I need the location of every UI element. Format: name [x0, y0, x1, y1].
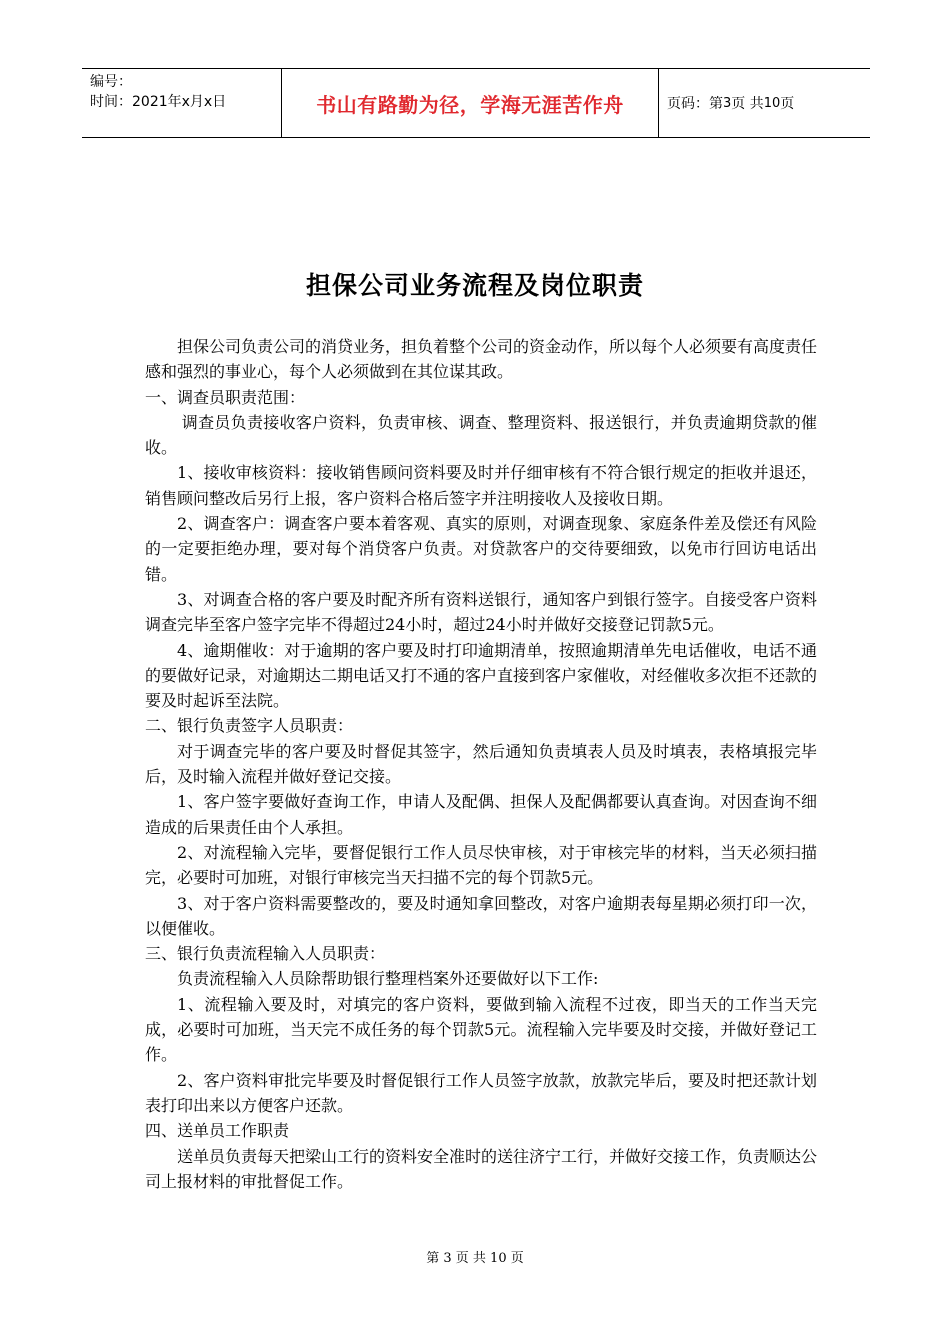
page-footer: 第 3 页 共 10 页 [426, 1251, 524, 1266]
section-heading: 三、银行负责流程输入人员职责： [145, 944, 386, 964]
document-title: 担保公司业务流程及岗位职责 [305, 271, 644, 300]
page-prefix: 页码：第 [667, 96, 723, 112]
paragraph: 2、对流程输入完毕，要督促银行工作人员尽快审核，对于审核完毕的材料，当天必须扫描完，必要时可加班，对银行审核完当天扫描不完的每个罚款5元。 [145, 842, 817, 888]
paragraph: 2、调查客户：调查客户要本着客观、真实的原则，对调查现象、家庭条件差及偿还有风险的一定要拒绝办理，要对每个消贷客户负责。对贷款客户的交待要细致，以免市行回访电话出错。 [145, 514, 817, 584]
header-page-info [659, 69, 870, 137]
page-mid: 页 共 [731, 96, 764, 112]
paragraph: 送单员负责每天把梁山工行的资料安全准时的送往济宁工行，并做好交接工作，负责顺达公司上报材料的审批督促工作。 [145, 1146, 818, 1191]
section-heading: 一、调查员职责范围： [145, 387, 306, 407]
section-heading: 二、银行负责签字人员职责： [145, 716, 354, 736]
page-current: 3 [723, 95, 732, 111]
paragraph: 对于调查完毕的客户要及时督促其签字，然后通知负责填表人员及时填表，表格填报完毕后，及时输入流程并做好登记交接。 [145, 741, 817, 787]
paragraph: 3、对调查合格的客户要及时配齐所有资料送银行，通知客户到银行签字。自接受客户资料调查完毕至客户签字完毕不得超过24小时，超过24小时并做好交接登记罚款5元。 [145, 589, 817, 635]
header-table [82, 68, 870, 138]
document-number-label: 编号： [90, 74, 132, 90]
paragraph: 3、对于客户资料需要整改的，要及时通知拿回整改，对客户逾期表每星期必须打印一次，以便催收。 [145, 893, 817, 938]
intro-paragraph: 担保公司负责公司的消贷业务，担负着整个公司的资金动作，所以每个人必须要有高度责任感和强烈的事业心，每个人必须做到在其位谋其政。 [145, 337, 818, 382]
paragraph: 调查员负责接收客户资料，负责审核、调查、整理资料、报送银行，并负责逾期贷款的催收。 [145, 412, 817, 458]
document-time-label: 时间：2021年x月x日 [90, 94, 227, 110]
paragraph: 2、客户资料审批完毕要及时督促银行工作人员签字放款，放款完毕后，要及时把还款计划表打印出来以方便客户还款。 [145, 1070, 817, 1115]
page-suffix: 页 [780, 96, 795, 112]
paragraph: 负责流程输入人员除帮助银行整理档案外还要做好以下工作: [177, 969, 599, 989]
paragraph: 4、逾期催收：对于逾期的客户要及时打印逾期清单，按照逾期清单先电话催收，电话不通的要做好记录，对逾期达二期电话又打不通的客户直接到客户家催收，对经催收多次拒不还款的要及时起诉至法院。 [145, 640, 818, 711]
section-heading: 四、送单员工作职责 [145, 1121, 290, 1141]
document-body [145, 334, 817, 1194]
page-total: 10 [763, 95, 781, 111]
header-motto: 书山有路勤为径，学海无涯苦作舟 [282, 69, 659, 137]
paragraph: 1、流程输入要及时，对填完的客户资料，要做到输入流程不过夜，即当天的工作当天完成，必要时可加班，当天完不成任务的每个罚款5元。流程输入完毕要及时交接，并做好登记工作。 [145, 994, 817, 1065]
paragraph: 1、接收审核资料：接收销售顾问资料要及时并仔细审核有不符合银行规定的拒收并退还，销售顾问整改后另行上报，客户资料合格后签字并注明接收人及接收日期。 [145, 463, 817, 508]
paragraph: 1、客户签字要做好查询工作，申请人及配偶、担保人及配偶都要认真查询。对因查询不细造成的后果责任由个人承担。 [145, 792, 817, 837]
header-meta [82, 69, 282, 137]
